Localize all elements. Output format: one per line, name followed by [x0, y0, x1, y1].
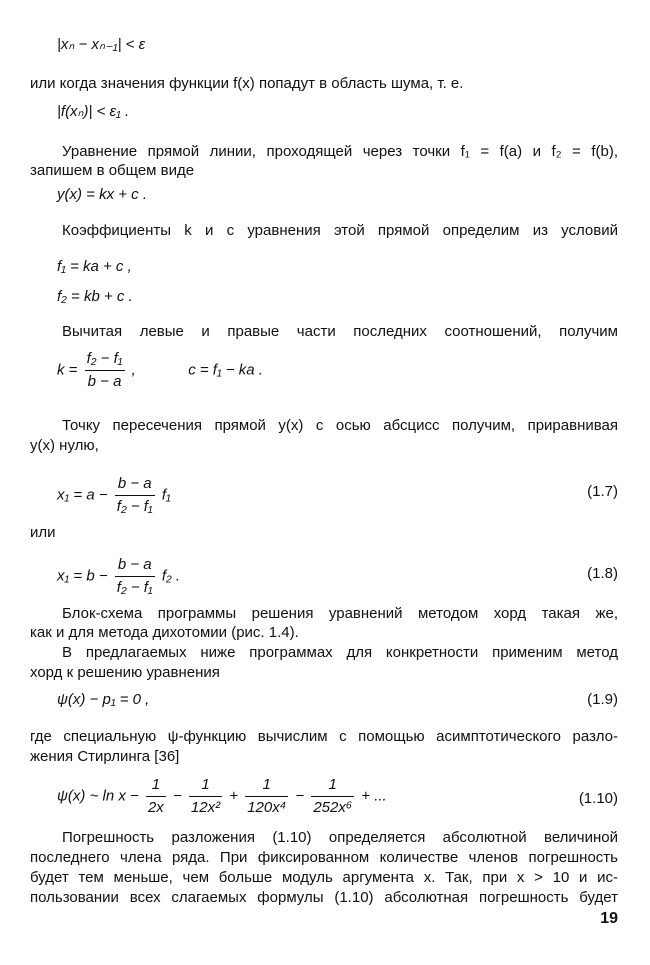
text-noise-region: или когда значения функции f(x) попадут в область шума, т. е. — [30, 75, 464, 92]
equation-f2: f₂ = kb + c . — [57, 288, 133, 305]
eq110-term-2-denominator: 12x² — [190, 799, 221, 816]
equation-number-1-7: (1.7) — [587, 483, 618, 500]
paragraph-subtract: Вычитая левые и правые части последних соотношений, получим — [62, 323, 618, 340]
eq18-tail: f₂ . — [161, 567, 181, 585]
eq-k-fraction — [85, 350, 125, 391]
equation-1-8 — [57, 556, 180, 597]
equation-abs-difference: |xₙ − xₙ₋₁| < ε — [57, 36, 146, 53]
eq110-term-2-numerator: 1 — [189, 776, 222, 797]
eq110-lhs: ψ(x) ~ ln x − — [57, 787, 139, 805]
equation-number-1-10: (1.10) — [578, 790, 618, 807]
text-or: или — [30, 524, 56, 541]
equation-abs-f: |f(xₙ)| < ε₁ . — [57, 103, 130, 120]
paragraph-line-equation-2: запишем в общем виде — [30, 162, 195, 179]
equation-1-7 — [57, 475, 171, 516]
paragraph-error-4: пользовании всех слагаемых формулы (1.10) абсолютная погрешность будет — [30, 889, 618, 906]
eq110-term-3-numerator: 1 — [245, 776, 288, 797]
eq17-lhs: x₁ = a − — [57, 486, 108, 504]
paragraph-block-scheme-1: Блок-схема программы решения уравнений методом хорд такая же, — [62, 605, 618, 622]
paragraph-special-function-2: жения Стирлинга [36] — [30, 748, 180, 765]
eq110-tail: + ... — [361, 787, 387, 805]
eq110-term-3-denominator: 120x⁴ — [247, 799, 287, 816]
eq-c: c = f₁ − ka . — [188, 361, 263, 379]
eq17-denominator: f₂ − f₁ — [116, 498, 153, 515]
paragraph-line-equation-1: Уравнение прямой линии, проходящей через точки f₁ = f(a) и f₂ = f(b), — [62, 143, 618, 160]
eq18-fraction — [115, 556, 155, 597]
paragraph-programs-2: хорд к решению уравнения — [30, 664, 220, 681]
equation-1-9: ψ(x) − p₁ = 0 , — [57, 691, 150, 708]
equation-f1: f₁ = ka + c , — [57, 258, 132, 275]
eq110-term-1-numerator: 1 — [146, 776, 166, 797]
paragraph-special-function-1: где специальную ψ-функцию вычислим с помощью асимптотического разло- — [30, 728, 618, 745]
paragraph-block-scheme-2: как и для метода дихотомии (рис. 1.4). — [30, 624, 299, 641]
eq110-term-1-denominator: 2x — [147, 799, 164, 816]
paragraph-programs-1: В предлагаемых ниже программах для конкретности применим метод — [62, 644, 618, 661]
eq110-term-4 — [311, 776, 354, 817]
eq-k-comma: , — [131, 361, 136, 379]
eq-k-numerator: f₂ − f₁ — [85, 350, 125, 371]
eq110-term-3 — [245, 776, 288, 817]
eq18-numerator: b − a — [115, 556, 155, 577]
paragraph-error-3: будет тем меньше, чем больше модуль аргумента x. Так, при x > 10 и ис- — [30, 869, 618, 886]
eq18-denominator: f₂ − f₁ — [116, 579, 153, 596]
paragraph-intersection-2: y(x) нулю, — [30, 437, 99, 454]
equation-1-10: ψ(x) ~ ln x − $\frac{1}{2x}$ − $\frac{1}{\text{12x²}}$ + $\frac{1}{\text{120x⁴}}$ − $\frac{1}{\text{252x⁶}}$ + ... — [57, 776, 387, 816]
paragraph-error-1: Погрешность разложения (1.10) определяется абсолютной величиной — [62, 829, 618, 846]
eq17-numerator: b − a — [115, 475, 155, 496]
eq18-lhs: x₁ = b − — [57, 567, 108, 585]
equation-number-1-8: (1.8) — [587, 565, 618, 582]
equation-number-1-9: (1.9) — [587, 691, 618, 708]
paragraph-coefficients: Коэффициенты k и c уравнения этой прямой определим из условий — [62, 222, 618, 239]
eq-k-denominator: b − a — [87, 373, 122, 390]
paragraph-intersection-1: Точку пересечения прямой y(x) с осью абсцисс получим, приравнивая — [62, 417, 618, 434]
paragraph-error-2: последнего члена ряда. При фиксированном количестве членов погрешность — [30, 849, 618, 866]
equation-k-and-c — [57, 350, 263, 391]
eq110-term-1 — [146, 776, 166, 817]
page-number: 19 — [600, 910, 618, 927]
eq110-term-2 — [189, 776, 222, 817]
eq-k-lhs: k = — [57, 361, 78, 379]
equation-line: y(x) = kx + c . — [57, 186, 148, 203]
eq17-fraction — [115, 475, 155, 516]
eq110-term-4-numerator: 1 — [311, 776, 354, 797]
eq110-term-4-denominator: 252x⁶ — [313, 799, 353, 816]
eq17-tail: f₁ — [161, 486, 171, 504]
